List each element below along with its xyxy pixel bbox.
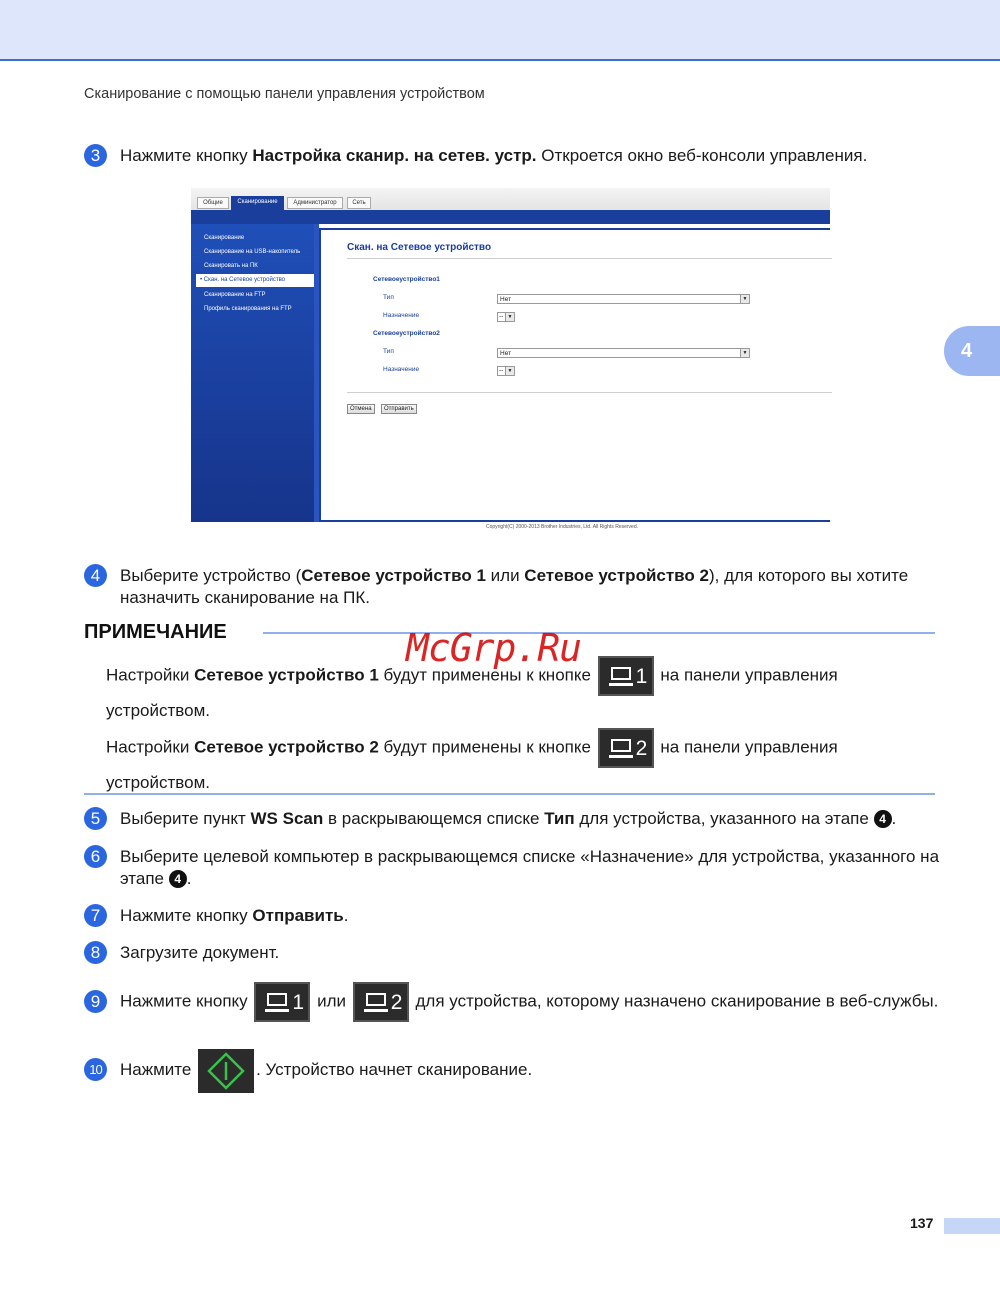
select-value: --	[499, 313, 504, 320]
step-text: Нажмите	[120, 1060, 197, 1079]
content-panel	[319, 228, 830, 522]
tab-administrator[interactable]: Администратор	[287, 197, 343, 209]
step-bold-text: Отправить	[252, 906, 344, 925]
step-number: 7	[84, 904, 107, 927]
step-text: ), для которого вы хотите назначить сканирование на ПК.	[120, 566, 909, 607]
note-paragraph-2	[106, 728, 906, 798]
button-digit: 1	[635, 665, 648, 688]
web-service-button-2	[598, 728, 654, 768]
step-3	[84, 145, 944, 167]
cancel-button[interactable]: Отмена	[347, 404, 375, 414]
monitor-icon	[611, 667, 631, 680]
step-text: или	[485, 566, 525, 585]
step-bold-text: Настройка сканир. на сетев. устр.	[252, 146, 537, 165]
step-number: 4	[84, 564, 107, 587]
sidebar-item-ftp-profile[interactable]: Профиль сканирования на FTP	[204, 306, 292, 312]
step-bold-text: Сетевое устройство 2	[524, 566, 709, 585]
note-text: Настройки	[106, 737, 195, 757]
sidebar-item-scan-ftp[interactable]: Сканирование на FTP	[204, 292, 266, 298]
start-button	[198, 1049, 254, 1093]
destination-label: Назначение	[383, 366, 420, 373]
chapter-tab: 4	[944, 326, 1000, 376]
note-rule-top	[263, 632, 935, 634]
step-4	[84, 565, 944, 609]
step-reference: 4	[169, 870, 187, 888]
step-8	[84, 942, 944, 964]
sidebar-item-scan-to-network-device[interactable]: • Скан. на Сетевое устройство	[196, 274, 314, 287]
step-number: 10	[84, 1058, 107, 1081]
monitor-base	[609, 755, 633, 758]
note-text: будут применены к кнопке	[378, 737, 596, 757]
step-reference: 4	[874, 810, 892, 828]
button-digit: 1	[292, 991, 305, 1014]
step-text: Выберите устройство (	[120, 566, 302, 585]
step-text: .	[891, 809, 897, 828]
web-service-button-2	[353, 982, 409, 1022]
dropdown-arrow-icon: ▼	[740, 295, 749, 303]
dropdown-arrow-icon: ▼	[740, 349, 749, 357]
select-value: --	[499, 367, 504, 374]
note-rule-bottom	[84, 793, 935, 795]
step-bold-text: Сетевое устройство 1	[301, 566, 486, 585]
note-text: Настройки	[106, 665, 195, 685]
step-6	[84, 846, 944, 890]
tab-scan[interactable]: Сканирование	[231, 196, 284, 210]
title-rule	[347, 258, 832, 259]
button-digit: 2	[635, 737, 648, 760]
monitor-icon	[611, 739, 631, 752]
tab-network[interactable]: Сеть	[347, 197, 371, 209]
destination-select-2[interactable]	[497, 366, 515, 376]
step-text: Выберите целевой компьютер в раскрывающемся списке «Назначение» для устройства, указанного на этапе	[120, 847, 940, 888]
dropdown-arrow-icon: ▼	[505, 367, 514, 375]
step-9	[84, 982, 944, 1022]
group-device-1: Сетевоеустройство1	[373, 276, 440, 283]
step-text: Нажмите кнопку	[120, 991, 253, 1011]
step-7	[84, 905, 944, 927]
step-text: Загрузите документ.	[120, 943, 280, 962]
note-text: на панели управления устройством.	[106, 665, 838, 720]
destination-label: Назначение	[383, 312, 420, 319]
step-text: .	[186, 869, 192, 888]
note-bold-text: Сетевое устройство 1	[194, 665, 379, 685]
running-header: Сканирование с помощью панели управления устройством	[84, 86, 485, 102]
sidebar	[191, 224, 314, 522]
step-text: . Устройство начнет сканирование.	[256, 1060, 533, 1079]
step-text: Выберите пункт	[120, 809, 251, 828]
type-label: Тип	[383, 348, 394, 355]
panel-title: Скан. на Сетевое устройство	[347, 242, 492, 253]
note-paragraph-1	[106, 656, 906, 726]
step-text: для устройства, которому назначено сканирование в веб-службы.	[410, 991, 939, 1011]
button-digit: 2	[390, 991, 403, 1014]
monitor-icon	[267, 993, 287, 1006]
step-text: Нажмите кнопку	[120, 146, 253, 165]
page-number: 137	[910, 1215, 934, 1231]
step-text: для устройства, указанного на этапе	[574, 809, 874, 828]
step-text: или	[312, 991, 351, 1011]
web-console-screenshot	[191, 188, 830, 538]
destination-select-1[interactable]	[497, 312, 515, 322]
dropdown-arrow-icon: ▼	[505, 313, 514, 321]
sidebar-item-scan-to-pc[interactable]: Сканировать на ПК	[204, 263, 258, 269]
step-text: Нажмите кнопку	[120, 906, 253, 925]
web-service-button-1	[598, 656, 654, 696]
footer-bar	[944, 1218, 1000, 1234]
step-5	[84, 808, 944, 830]
separator	[347, 392, 832, 393]
step-text: Откроется окно веб-консоли управления.	[536, 146, 868, 165]
type-label: Тип	[383, 294, 394, 301]
select-value: Нет	[500, 350, 512, 357]
group-device-2: Сетевоеустройство2	[373, 330, 440, 337]
type-select-2[interactable]	[497, 348, 750, 358]
tab-bar	[191, 188, 830, 211]
start-icon	[198, 1049, 254, 1093]
step-number: 5	[84, 807, 107, 830]
step-number: 3	[84, 144, 107, 167]
monitor-base	[609, 683, 633, 686]
sidebar-item-scan[interactable]: Сканирование	[204, 235, 245, 241]
type-select-1[interactable]	[497, 294, 750, 304]
note-bold-text: Сетевое устройство 2	[194, 737, 379, 757]
tab-general[interactable]: Общие	[197, 197, 229, 209]
top-band	[0, 0, 1000, 61]
note-text: на панели управления устройством.	[106, 737, 838, 792]
select-value: Нет	[500, 296, 512, 303]
step-number: 9	[84, 990, 107, 1013]
monitor-icon	[366, 993, 386, 1006]
note-text: будут применены к кнопке	[378, 665, 596, 685]
note-heading: ПРИМЕЧАНИЕ	[84, 621, 227, 643]
monitor-base	[364, 1009, 388, 1012]
step-number: 6	[84, 845, 107, 868]
tab-underbar	[191, 210, 830, 224]
submit-button[interactable]: Отправить	[381, 404, 417, 414]
step-10	[84, 1048, 944, 1093]
copyright: Copyright(C) 2000-2013 Brother Industries, Ltd. All Rights Reserved.	[485, 524, 639, 530]
step-bold-text: WS Scan	[250, 809, 324, 828]
step-number: 8	[84, 941, 107, 964]
step-text: в раскрывающемся списке	[323, 809, 545, 828]
step-text: .	[343, 906, 349, 925]
watermark: McGrp.Ru	[406, 626, 582, 670]
sidebar-item-scan-usb[interactable]: Сканирование на USB-накопитель	[204, 249, 301, 255]
monitor-base	[265, 1009, 289, 1012]
web-service-button-1	[254, 982, 310, 1022]
step-bold-text: Тип	[544, 809, 575, 828]
